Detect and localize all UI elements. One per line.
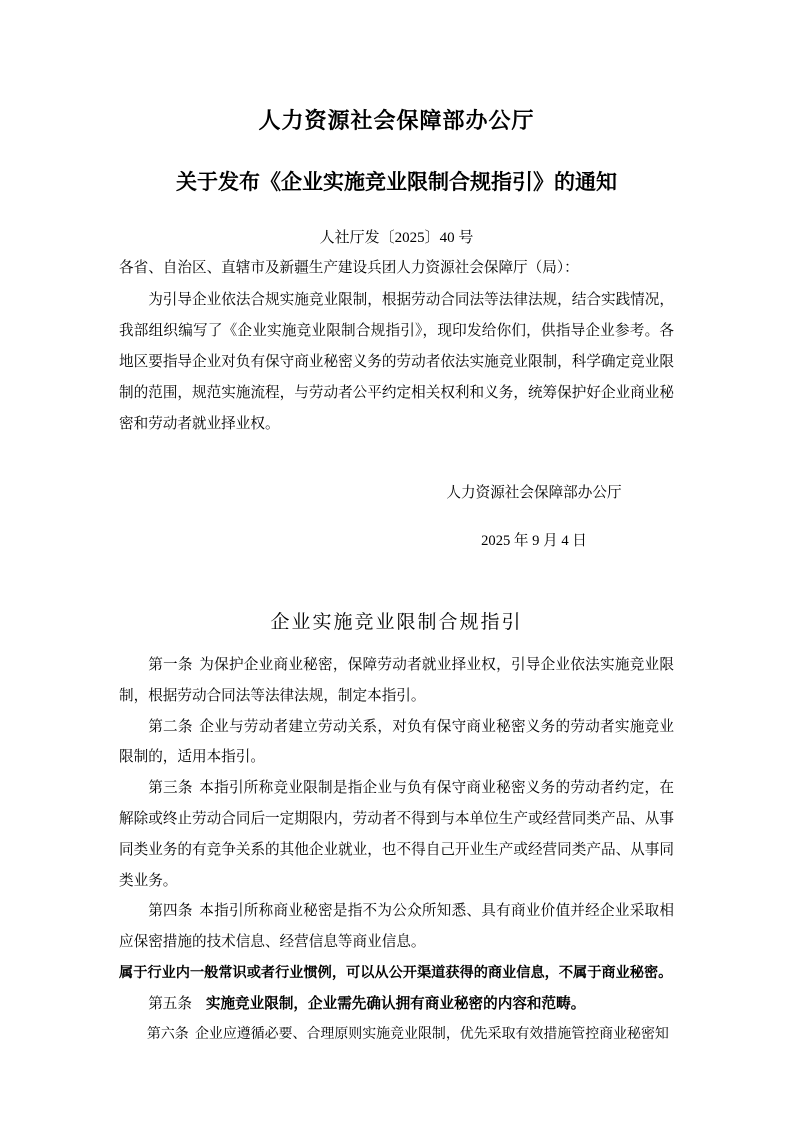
closing-block	[414, 482, 654, 552]
article-number: 第二条	[148, 718, 193, 735]
article-number: 第三条	[148, 780, 193, 797]
article-text: 企业应遵循必要、合理原则实施竞业限制，优先采取有效措施管控商业秘密知	[194, 1026, 669, 1042]
article-paragraph	[119, 989, 674, 1020]
article-number: 第五条	[148, 995, 192, 1012]
article-paragraph	[119, 1020, 674, 1051]
article-number: 第一条	[148, 657, 193, 673]
article-paragraph	[119, 896, 674, 958]
article-paragraph	[119, 712, 674, 774]
article-paragraph	[119, 773, 674, 896]
article-number: 第四条	[148, 903, 193, 920]
notice-subject-title: 关于发布《企业实施竞业限制合规指引》的通知	[176, 171, 617, 194]
guideline-articles	[119, 650, 674, 1050]
date: 2025 年 9 月 4 日	[481, 533, 587, 549]
article-text: 本指引所称竞业限制是指企业与负有保守商业秘密义务的劳动者约定，在解除或终止劳动合同后一定期限内，劳动者不得到与本单位生产或经营同类产品、从事同类业务的有竞争关系的其他企业就业，也不得自己开业生产或经营同类产品、从事同类业务。	[119, 780, 674, 889]
guideline-title: 企业实施竞业限制合规指引	[270, 612, 523, 633]
article-text: 属于行业内一般常识或者行业惯例，可以从公开渠道获得的商业信息，不属于商业秘密。	[119, 964, 673, 981]
article-paragraph	[119, 650, 674, 712]
article-text: 实施竞业限制，企业需先确认拥有商业秘密的内容和范畴。	[205, 995, 586, 1012]
article-number: 第六条	[146, 1026, 189, 1042]
addressee-line: 各省、自治区、直辖市及新疆生产建设兵团人力资源社会保障厅（局）：	[119, 260, 579, 276]
article-text: 企业与劳动者建立劳动关系，对负有保守商业秘密义务的劳动者实施竞业限制的，适用本指引。	[119, 718, 674, 766]
notice-body-paragraph: 为引导企业依法合规实施竞业限制，根据劳动合同法等法律法规，结合实践情况，我部组织编写了《企业实施竞业限制合规指引》，现印发给你们，供指导企业参考。各地区要指导企业对负有保守商业秘密义务的劳动者依法实施竞业限制，科学确定竞业限制的范围，规范实施流程，与劳动者公平约定相关权利和义务，统筹保护好企业商业秘密和劳动者就业择业权。	[119, 292, 674, 432]
article-paragraph	[119, 958, 674, 989]
article-text: 本指引所称商业秘密是指不为公众所知悉、具有商业价值并经企业采取相应保密措施的技术信息、经营信息等商业信息。	[119, 903, 674, 951]
article-text: 为保护企业商业秘密，保障劳动者就业择业权，引导企业依法实施竞业限制，根据劳动合同法等法律法规，制定本指引。	[119, 657, 674, 704]
doc-number: 人社厅发〔2025〕40 号	[319, 230, 474, 246]
notice-org-title: 人力资源社会保障部办公厅	[258, 108, 535, 133]
signature: 人力资源社会保障部办公厅	[446, 485, 622, 501]
